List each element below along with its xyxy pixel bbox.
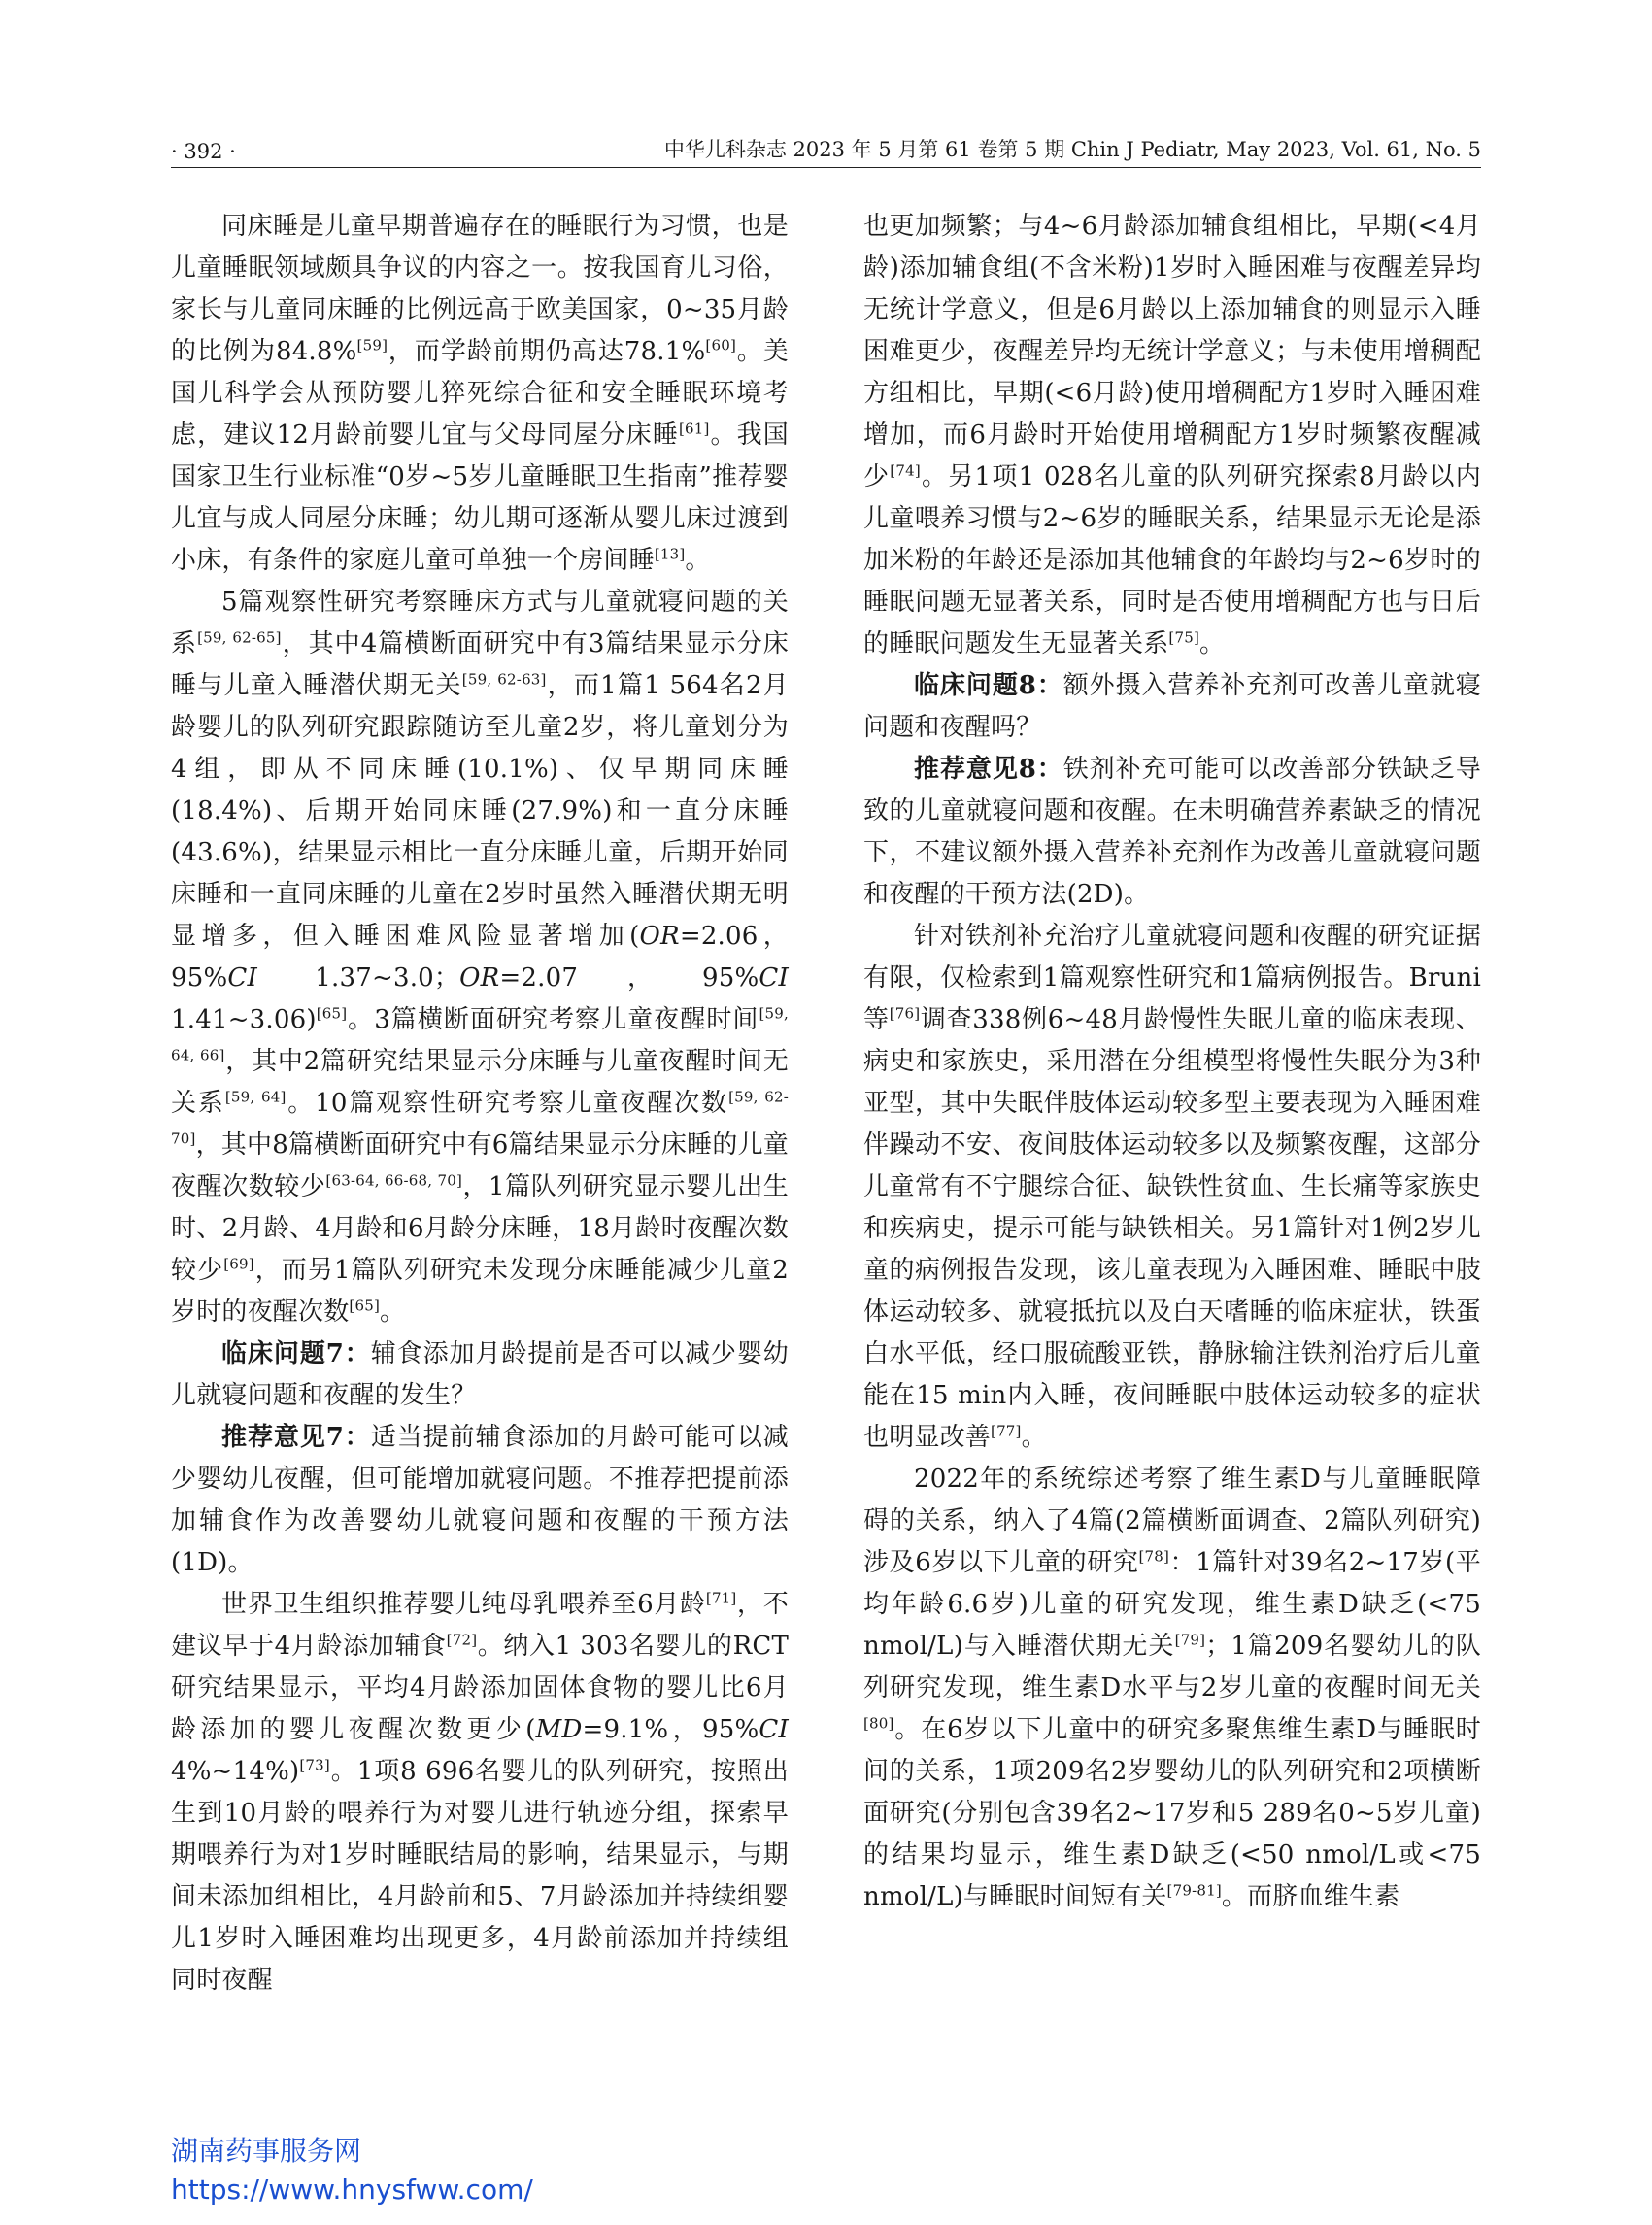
citation: [59, 62-63]: [461, 670, 547, 689]
citation: [79-81]: [1166, 1881, 1222, 1900]
page-number: · 392 ·: [171, 140, 236, 163]
clinical-question-7: 临床问题7：辅食添加月龄提前是否可以减少婴幼儿就寝问题和夜醒的发生？: [171, 1339, 790, 1410]
citation: [60]: [705, 336, 737, 354]
paragraph-co-sleeping: 同床睡是儿童早期普遍存在的睡眠行为习惯，也是儿童睡眠领域颇具争议的内容之一。按我国育儿习俗，家长与儿童同床睡的比例远高于欧美国家，0~35月龄的比例为84.8%[59]，而学龄前期仍高达78.1%[60]。美国儿科学会从预防婴儿猝死综合征和安全睡眠环境考虑，建议12月龄前婴儿宜与父母同屋分床睡[61]。我国国家卫生行业标准“0岁~5岁儿童睡眠卫生指南”推荐婴儿宜与成人同屋分床睡；幼儿期可逐渐从婴儿床过渡到小床，有条件的家庭儿童可单独一个房间睡[13]。: [171, 212, 789, 575]
left-column: [171, 206, 789, 2002]
citation: [63-64, 66-68, 70]: [325, 1171, 463, 1190]
citation: [59, 62-70]: [171, 1088, 790, 1148]
site-name: 湖南药事服务网: [171, 2135, 362, 2167]
recommendation-8: 推荐意见8：铁剂补充可能可以改善部分铁缺乏导致的儿童就寝问题和夜醒。在未明确营养素缺乏的情况下，不建议额外摄入营养补充剂作为改善儿童就寝问题和夜醒的干预方法(2D)。: [863, 755, 1482, 909]
citation: [59, 64]: [224, 1088, 287, 1106]
site-url-link[interactable]: https://www.hnysfww.com/: [171, 2174, 533, 2206]
citation: [80]: [863, 1714, 894, 1733]
citation: [59, 62-65]: [197, 628, 282, 647]
citation: [78]: [1138, 1547, 1170, 1566]
citation: [77]: [991, 1422, 1022, 1440]
citation: [65]: [316, 1004, 348, 1023]
running-header: [171, 130, 1481, 168]
citation: [76]: [889, 1004, 921, 1023]
journal-info: 中华儿科杂志 2023 年 5 月第 61 卷第 5 期 Chin J Pediatr, May 2023, Vol. 61, No. 5: [663, 138, 1481, 161]
citation: [65]: [349, 1297, 380, 1315]
citation: [72]: [446, 1631, 478, 1649]
paragraph-vitamin-d: 2022年的系统综述考察了维生素D与儿童睡眠障碍的关系，纳入了4篇(2篇横断面调查、2篇队列研究)涉及6岁以下儿童的研究[78]：1篇针对39名2~17岁(平均年龄6.6岁)儿童的研究发现，维生素D缺乏(<75 nmol/L)与入睡潜伏期无关[79]；1篇209名婴幼儿的队列研究发现，维生素D水平与2岁儿童的夜醒时间无关[80]。在6岁以下儿童中的研究多聚焦维生素D与睡眠时间的关系，1项209名2岁婴幼儿的队列研究和2项横断面研究(分别包含39名2~17岁和5 289名0~5岁儿童)的结果均显示，维生素D缺乏(<50 nmol/L或<75 nmol/L)与睡眠时间短有关[79-81]。而脐血维生素: [863, 1465, 1481, 1911]
watermark-footer: [171, 2132, 533, 2209]
citation: [59, 64, 66]: [171, 1004, 789, 1064]
recommendation-7: 推荐意见7：适当提前辅食添加的月龄可能可以减少婴幼儿夜醒，但可能增加就寝问题。不推荐把提前添加辅食作为改善婴幼儿就寝问题和夜醒的干预方法(1D)。: [171, 1423, 790, 1577]
citation: [73]: [299, 1756, 330, 1774]
paragraph-iron-supplement: 针对铁剂补充治疗儿童就寝问题和夜醒的研究证据有限，仅检索到1篇观察性研究和1篇病例报告。Bruni等[76]调查338例6~48月龄慢性失眠儿童的临床表现、病史和家族史，采用潜在分组模型将慢性失眠分为3种亚型，其中失眠伴肢体运动较多型主要表现为入睡困难伴躁动不安、夜间肢体运动较多以及频繁夜醒，这部分儿童常有不宁腿综合征、缺铁性贫血、生长痛等家族史和疾病史，提示可能与缺铁相关。另1篇针对1例2岁儿童的病例报告发现，该儿童表现为入睡困难、睡眠中肢体运动较多、就寝抵抗以及白天嗜睡的临床症状，铁蛋白水平低，经口服硫酸亚铁，静脉输注铁剂治疗后儿童能在15 min内入睡，夜间睡眠中肢体运动较多的症状也明显改善[77]。: [863, 922, 1481, 1452]
citation: [69]: [223, 1255, 254, 1273]
citation: [61]: [678, 420, 710, 438]
citation: [75]: [1168, 628, 1199, 647]
citation: [79]: [1174, 1631, 1206, 1649]
paragraph-continued: 也更加频繁；与4~6月龄添加辅食组相比，早期(<4月龄)添加辅食组(不含米粉)1岁时入睡困难与夜醒差异均无统计学意义，但是6月龄以上添加辅食的则显示入睡困难更少，夜醒差异均无统计学意义；与未使用增稠配方组相比，早期(<6月龄)使用增稠配方1岁时入睡困难增加，而6月龄时开始使用增稠配方1岁时频繁夜醒减少[74]。另1项1 028名儿童的队列研究探索8月龄以内儿童喂养习惯与2~6岁的睡眠关系，结果显示无论是添加米粉的年龄还是添加其他辅食的年龄均与2~6岁时的睡眠问题无显著关系，同时是否使用增稠配方也与日后的睡眠问题发生无显著关系[75]。: [863, 212, 1481, 658]
paragraph-complementary-food: 世界卫生组织推荐婴儿纯母乳喂养至6月龄[71]，不建议早于4月龄添加辅食[72]。纳入1 303名婴儿的RCT研究结果显示，平均4月龄添加固体食物的婴儿比6月龄添加的婴儿夜醒次数更少(MD=9.1%，95%CI 4%~14%)[73]。1项8 696名婴儿的队列研究，按照出生到10月龄的喂养行为对婴儿进行轨迹分组，探索早期喂养行为对1岁时睡眠结局的影响，结果显示，与期间未添加组相比，4月龄前和5、7月龄添加并持续组婴儿1岁时入睡困难均出现更多，4月龄前添加并持续组同时夜醒: [171, 1589, 789, 1995]
citation: [74]: [890, 461, 921, 480]
clinical-question-8: 临床问题8：额外摄入营养补充剂可改善儿童就寝问题和夜醒吗？: [863, 671, 1482, 742]
citation: [59]: [356, 336, 388, 354]
paragraph-sleep-arrangement-studies: 5篇观察性研究考察睡床方式与儿童就寝问题的关系[59, 62-65]，其中4篇横断面研究中有3篇结果显示分床睡与儿童入睡潜伏期无关[59, 62-63]，而1篇1 564名2月龄婴儿的队列研究跟踪随访至儿童2岁，将儿童划分为4组，即从不同床睡(10.1%)、仅早期同床睡(18.4%)、后期开始同床睡(27.9%)和一直分床睡(43.6%)，结果显示相比一直分床睡儿童，后期开始同床睡和一直同床睡的儿童在2岁时虽然入睡潜伏期无明显增多，但入睡困难风险显著增加(OR=2.06，95%CI 1.37~3.0；OR=2.07，95%CI 1.41~3.06)[65]。3篇横断面研究考察儿童夜醒时间[59, 64, 66]，其中2篇研究结果显示分床睡与儿童夜醒时间无关系[59, 64]。10篇观察性研究考察儿童夜醒次数[59, 62-70]，其中8篇横断面研究中有6篇结果显示分床睡的儿童夜醒次数较少[63-64, 66-68, 70]，1篇队列研究显示婴儿出生时、2月龄、4月龄和6月龄分床睡，18月龄时夜醒次数较少[69]，而另1篇队列研究未发现分床睡能减少儿童2岁时的夜醒次数[65]。: [171, 588, 790, 1327]
right-column: [863, 206, 1481, 1918]
citation: [13]: [654, 545, 686, 563]
citation: [71]: [705, 1589, 737, 1607]
